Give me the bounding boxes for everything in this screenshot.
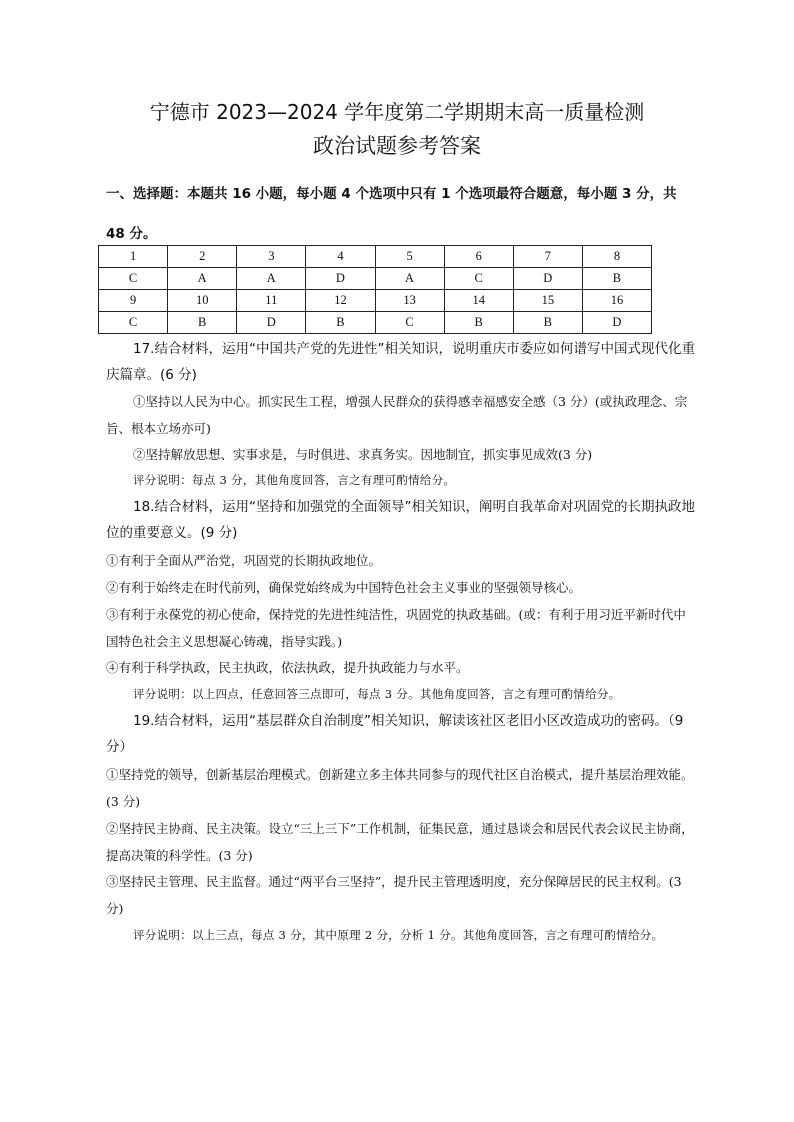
table-cell: A: [375, 268, 444, 290]
table-cell: 13: [375, 290, 444, 312]
table-row: [99, 268, 652, 290]
question-19: 19.结合材料，运用“基层群众自治制度”相关知识，解读该社区老旧小区改造成功的密码。（9 分）: [106, 713, 684, 755]
table-cell: 1: [99, 246, 168, 268]
table-cell: C: [375, 312, 444, 334]
table-cell: C: [99, 268, 168, 290]
table-cell: 5: [375, 246, 444, 268]
table-cell: 12: [306, 290, 375, 312]
table-cell: 2: [168, 246, 237, 268]
q17-answer-point-1: ①坚持以人民为中心。抓实民生工程，增强人民群众的获得感幸福感安全感（3 分）(或执政理念、宗旨、根本立场亦可): [106, 394, 688, 436]
q18-answer-point-3: ③有利于永葆党的初心使命，保持党的先进性纯洁性，巩固党的执政基础。(或：有利于用习近平新时代中国特色社会主义思想凝心铸魂，指导实践。): [106, 607, 686, 649]
q18-answer-point-2: ②有利于始终走在时代前列，确保党始终成为中国特色社会主义事业的坚强领导核心。: [106, 580, 582, 595]
q19-answer-point-1: ①坚持党的领导，创新基层治理模式。创新建立多主体共同参与的现代社区自治模式，提升基层治理效能。(3 分): [106, 767, 694, 809]
question-18: 18.结合材料，运用“坚持和加强党的全面领导”相关知识，阐明自我革命对巩固党的长期执政地位的重要意义。(9 分): [106, 499, 695, 541]
table-cell: 3: [237, 246, 306, 268]
q18-scoring-note: 评分说明：以上四点，任意回答三点即可，每点 3 分。其他角度回答，言之有理可酌情给分。: [133, 687, 621, 701]
table-cell: 4: [306, 246, 375, 268]
table-cell: 8: [582, 246, 651, 268]
table-cell: 6: [444, 246, 513, 268]
q17-scoring-note: 评分说明：每点 3 分，其他角度回答，言之有理可酌情给分。: [133, 473, 456, 487]
q18-answer-point-4: ④有利于科学执政，民主执政，依法执政，提升执政能力与水平。: [106, 660, 469, 675]
q18-answer-point-1: ①有利于全面从严治党，巩固党的长期执政地位。: [106, 553, 382, 568]
table-cell: 15: [513, 290, 582, 312]
section-heading: 一、选择题：本题共 16 小题，每小题 4 个选项中只有 1 个选项最符合题意，每小题 3 分，共 48 分。: [106, 186, 677, 242]
q19-answer-point-3: ③坚持民主管理、民主监督。通过“两平台三坚持”，提升民主管理透明度，充分保障居民的民主权利。(3 分): [106, 874, 682, 916]
table-cell: 16: [582, 290, 651, 312]
table-cell: 7: [513, 246, 582, 268]
q19-answer-point-2: ②坚持民主协商、民主决策。设立“三上三下”工作机制，征集民意，通过恳谈会和居民代表会议民主协商，提高决策的科学性。(3 分): [106, 821, 694, 863]
table-cell: 11: [237, 290, 306, 312]
question-17: 17.结合材料，运用“中国共产党的先进性”相关知识，说明重庆市委应如何谱写中国式现代化重庆篇章。(6 分): [106, 341, 695, 383]
table-cell: B: [582, 268, 651, 290]
table-cell: B: [306, 312, 375, 334]
table-cell: C: [99, 312, 168, 334]
table-row: [99, 290, 652, 312]
document-title: 宁德市 2023—2024 学年度第二学期期末高一质量检测: [149, 100, 645, 124]
q19-scoring-note: 评分说明：以上三点，每点 3 分，其中原理 2 分，分析 1 分。其他角度回答，言之有理可酌情给分。: [133, 928, 664, 942]
table-cell: B: [444, 312, 513, 334]
document-subtitle: 政治试题参考答案: [313, 134, 481, 158]
answer-table: [98, 245, 652, 334]
table-cell: B: [513, 312, 582, 334]
q17-answer-point-2: ②坚持解放思想、实事求是，与时俱进、求真务实。因地制宜，抓实事见成效(3 分): [133, 447, 593, 462]
table-cell: 14: [444, 290, 513, 312]
table-cell: A: [168, 268, 237, 290]
table-cell: D: [306, 268, 375, 290]
table-row: [99, 312, 652, 334]
table-cell: A: [237, 268, 306, 290]
table-cell: B: [168, 312, 237, 334]
table-row: [99, 246, 652, 268]
table-cell: C: [444, 268, 513, 290]
table-cell: D: [513, 268, 582, 290]
table-cell: D: [582, 312, 651, 334]
table-cell: 9: [99, 290, 168, 312]
table-cell: 10: [168, 290, 237, 312]
table-cell: D: [237, 312, 306, 334]
